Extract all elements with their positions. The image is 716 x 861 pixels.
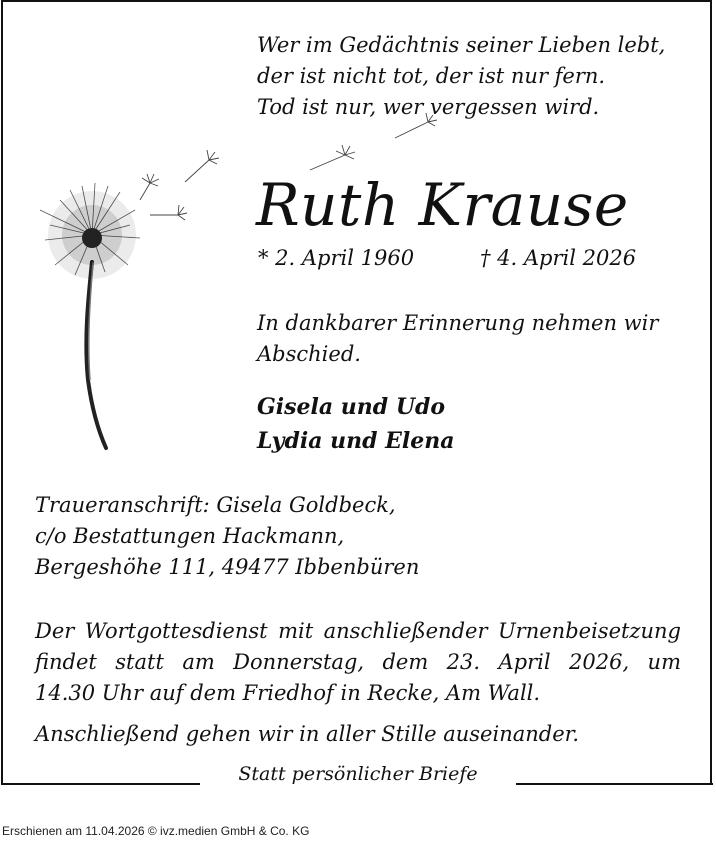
address-line: c/o Bestattungen Hackmann, bbox=[35, 524, 345, 548]
poem-line: Tod ist nur, wer vergessen wird. bbox=[257, 95, 600, 119]
service-line: Der Wortgottesdienst mit anschließender Urnenbeisetzung bbox=[35, 619, 681, 643]
poem-line: der ist nicht tot, der ist nur fern. bbox=[257, 64, 606, 88]
mourner-line: Lydia und Elena bbox=[257, 428, 455, 454]
publication-credit: Erschienen am 11.04.2026 © ivz.medien GmbH & Co. KG bbox=[2, 824, 310, 838]
farewell-text bbox=[257, 308, 697, 370]
bottom-rule-right bbox=[516, 783, 713, 785]
service-info bbox=[35, 616, 681, 709]
closing-text: Anschließend gehen wir in aller Stille auseinander. bbox=[35, 722, 580, 746]
mourners bbox=[257, 390, 455, 458]
farewell-line: In dankbarer Erinnerung nehmen wir bbox=[257, 311, 659, 335]
birth-date: * 2. April 1960 bbox=[258, 246, 415, 270]
poem bbox=[257, 30, 665, 123]
footer-note: Statt persönlicher Briefe bbox=[238, 763, 478, 785]
address-line: Bergeshöhe 111, 49477 Ibbenbüren bbox=[35, 555, 420, 579]
farewell-line: Abschied. bbox=[257, 342, 361, 366]
address-line: Traueranschrift: Gisela Goldbeck, bbox=[35, 493, 396, 517]
service-line: 14.30 Uhr auf dem Friedhof in Recke, Am Wall. bbox=[35, 681, 541, 705]
service-line: findet statt am Donnerstag, dem 23. April 2026, um bbox=[35, 650, 681, 674]
mourner-line: Gisela und Udo bbox=[257, 394, 446, 420]
bottom-rule-left bbox=[1, 783, 200, 785]
poem-line: Wer im Gedächtnis seiner Lieben lebt, bbox=[257, 33, 666, 57]
death-date: † 4. April 2026 bbox=[480, 246, 637, 270]
mourning-address bbox=[35, 490, 419, 583]
deceased-name: Ruth Krause bbox=[256, 171, 629, 239]
life-dates bbox=[258, 246, 637, 270]
